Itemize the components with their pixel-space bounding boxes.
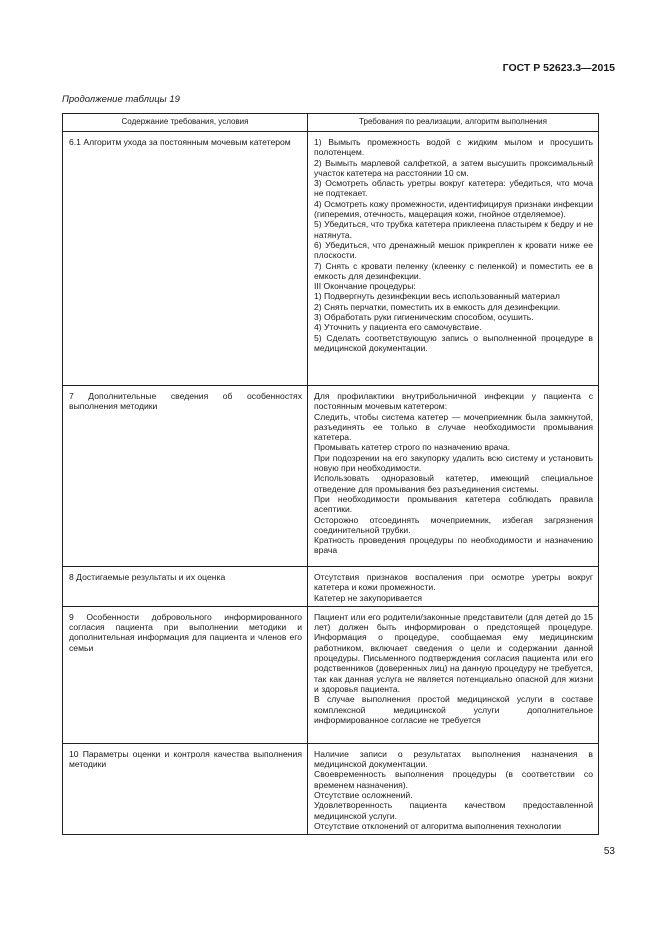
requirement-line: Для профилактики внутрибольничной инфекции у пациента с постоянным мочевым катетером: [314,391,593,412]
requirements-cell [308,567,599,607]
requirements-cell [308,386,599,567]
requirement-line: Отсутствия признаков воспаления при осмотре уретры вокруг катетера и кожи промежности. [314,572,593,593]
requirement-line: В случае выполнения простой медицинской услуги в составе комплексной медицинской услуги дополнительное информированное согласие не требуется [314,694,593,725]
standard-designation: ГОСТ Р 52623.3—2015 [502,62,615,74]
requirement-line: Удовлетворенность пациента качеством предоставленной медицинской услуги. [314,800,593,821]
requirement-line: Промывать катетер строго по назначению врача. [314,442,510,453]
requirement-line: Отсутствие осложнений. [314,790,413,801]
requirement-line: Следить, чтобы система катетер — мочеприемник была замкнутой, разъединять ее только в случае необходимости промывания катетера. [314,411,593,443]
requirement-line: Кратность проведения процедуры по необходимости и назначению врача [314,535,593,556]
requirement-line: Пациент или его родители/законные представители (для детей до 15 лет) должен быть информирован о предстоящей процедуре. Информация о процедуре, сообщаемая ему медицинским работником, включает сведения о цели и содержании данной процедуры. Письменного подтверждения согласия пациента или его родственников (доверенных лиц) на данную процедуру не требуется, так как данная услуга не является потенциально опасной для жизни и здоровья пациента. [314,611,593,694]
table-row [63,567,599,607]
column-header-condition: Содержание требования, условия [63,114,308,132]
requirement-line: Использовать одноразовый катетер, имеющий специальное отведение для промывания без разъединения системы. [314,473,593,494]
table-continuation-caption: Продолжение таблицы 19 [62,94,180,105]
requirements-cell [308,132,599,386]
requirement-line: 3) Обработать руки гигиеническим способом, осушить. [314,312,534,323]
requirement-line: Катетер не закупоривается [314,592,423,603]
requirement-line: 3) Осмотреть область уретры вокруг катетера: убедиться, что моча не подтекает. [314,178,593,199]
requirements-cell [308,743,599,834]
requirement-line: 6) Убедиться, что дренажный мешок прикреплен к кровати ниже ее плоскости. [314,239,593,261]
table-row [63,386,599,567]
requirements-cell [308,606,599,743]
requirement-line: При необходимости промывания катетера соблюдать правила асептики. [314,493,593,515]
requirement-line: III Окончание процедуры: [314,281,416,292]
requirement-line: 1) Вымыть промежность водой с жидким мылом и просушить полотенцем. [314,137,593,158]
requirement-line: Своевременность выполнения процедуры (в соответствии со временем назначения). [314,769,593,790]
requirement-line: При подозрении на его закупорку удалить всю систему и установить новую при необходимости. [314,452,593,474]
requirement-line: 4) Уточнить у пациента его самочувствие. [314,322,482,333]
requirement-line: 5) Сделать соответствующую запись о выполненной процедуре в медицинской документации. [314,332,593,353]
requirements-table [62,113,599,835]
requirement-line: 2) Вымыть марлевой салфеткой, а затем высушить проксимальный участок катетера на расстоянии 10 см. [314,157,593,178]
condition-cell: 10 Параметры оценки и контроля качества выполнения методики [63,743,308,834]
table-row [63,132,599,386]
table-header-row [63,114,599,132]
requirement-line: Наличие записи о результатах выполнения назначения в медицинской документации. [314,748,593,770]
requirement-line: 7) Снять с кровати пеленку (клеенку с пеленкой) и поместить ее в емкость для дезинфекции. [314,260,593,281]
condition-cell: 6.1 Алгоритм ухода за постоянным мочевым катетером [63,132,308,386]
condition-cell: 9 Особенности добровольного информированного согласия пациента при выполнении методики и дополнительная информация для пациента и членов его семьи [63,606,308,743]
requirement-line: 2) Снять перчатки, поместить их в емкость для дезинфекции. [314,301,561,312]
requirement-line: 1) Подвергнуть дезинфекции весь использованный материал [314,291,560,302]
table-row [63,606,599,743]
requirement-line: 4) Осмотреть кожу промежности, идентифицируя признаки инфекции (гиперемия, отечность, мацерация кожи, гнойное отделяемое). [314,198,593,220]
requirement-line: Осторожно отсоединять мочеприемник, избегая загрязнения соединительной трубки. [314,514,593,535]
condition-cell: 8 Достигаемые результаты и их оценка [63,567,308,607]
table-row [63,743,599,834]
requirement-line: Отсутствие отклонений от алгоритма выполнения технологии [314,820,562,831]
condition-cell: 7 Дополнительные сведения об особенностях выполнения методики [63,386,308,567]
column-header-requirements: Требования по реализации, алгоритм выполнения [308,114,599,132]
page-number: 53 [603,846,615,857]
requirement-line: 5) Убедиться, что трубка катетера приклеена пластырем к бедру и не натянута. [314,219,593,240]
